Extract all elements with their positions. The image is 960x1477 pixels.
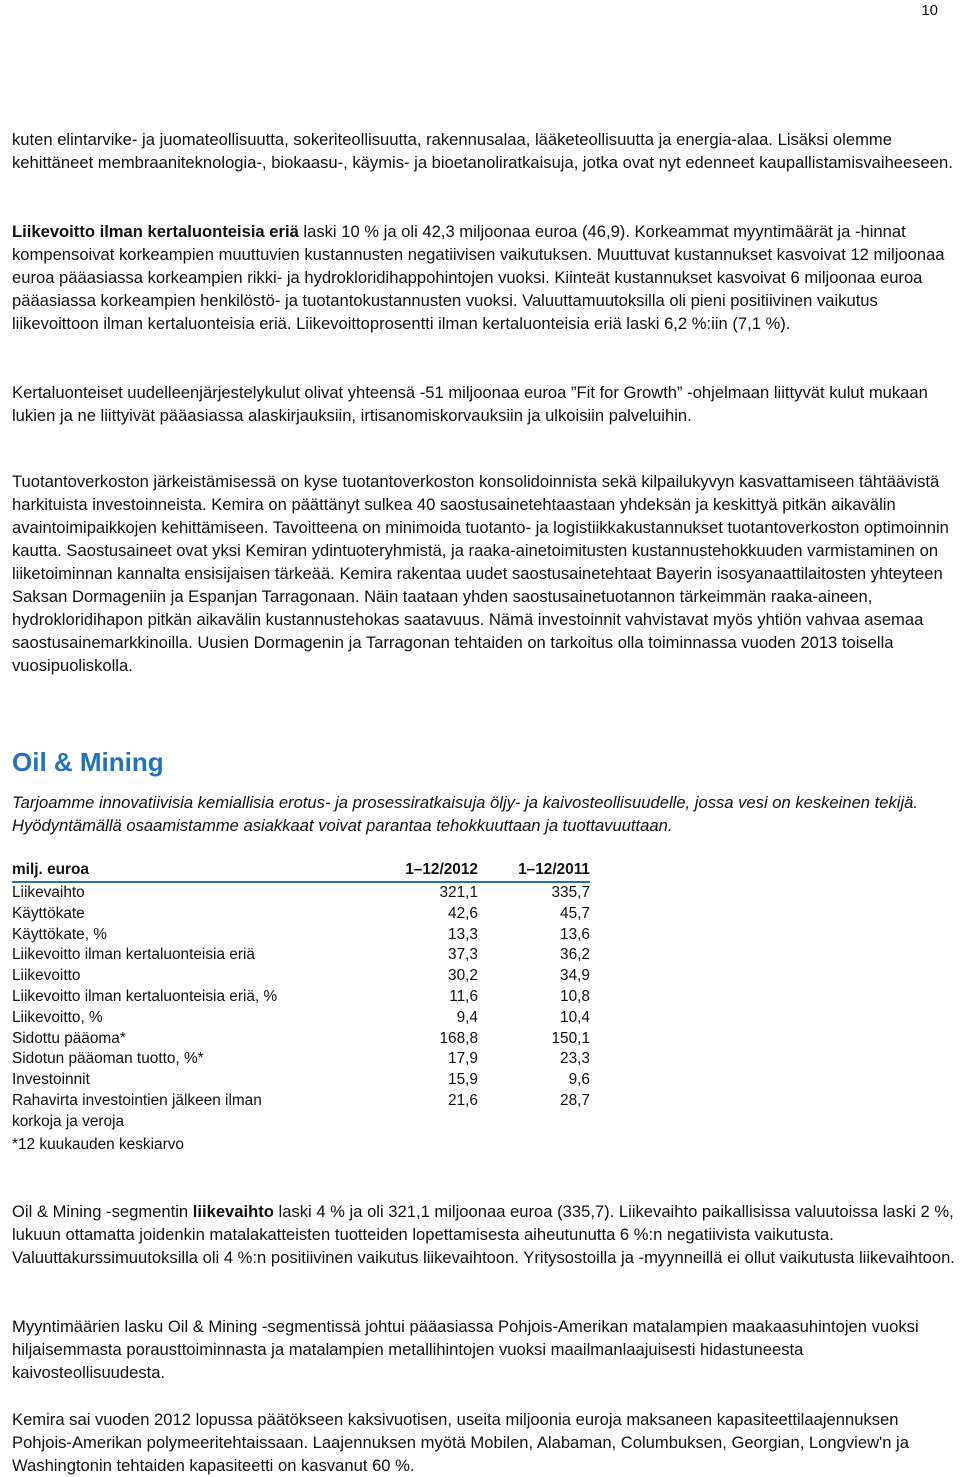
paragraph-2-text: laski 10 % ja oli 42,3 miljoonaa euroa (46,9). Korkeammat myyntimäärät ja -hinnat kompensoivat korkeampien muuttuvien kustannusten negatiivisen vaikutuksen. Muuttuvat kustannukset kasvoivat 12 miljoonaa euroa pääasiassa korkeampien rikki- ja hydrokloridihappohintojen vuoksi. Kiinteät kustannukset kasvoivat 6 miljoonaa euroa pääasiassa korkeampien henkilöstö- ja tuotantokustannusten vuoksi. Valuuttamuutoksilla oli pieni positiivinen vaikutus liikevoittoon ilman kertaluonteisia eriä. Liikevoittoprosentti ilman kertaluonteisia eriä laski 6,2 %:iin (7,1 %). xyxy=(12,222,945,333)
value-2011: 34,9 xyxy=(560,967,590,985)
row-label: Liikevoitto ilman kertaluonteisia eriä, % xyxy=(12,987,278,1005)
body-paragraph-4: Tuotantoverkoston järkeistämisessä on kyse tuotantoverkoston konsolidoinnista sekä kilpailukyvyn kasvattamiseen tähtäävistä harkituista investoinneista. Kemira on päättänyt sulkea 40 saostusainetehtaastaan yhdeksän ja keskittyä pitkän aikavälin avaintoimipaikkojen kehittämiseen. Tavoitteena on minimoida tuotanto- ja logistiikkakustannukset tuotantoverkoston optimoinnin kautta. Saostusaineet ovat yksi Kemiran ydintuoteryhmistä, ja raaka-ainetoimitusten kustannustehokkuuden varmistaminen on liiketoiminnan kannalta ensisijaisen tärkeää. Kemira rakentaa uudet saostusainetehtaat Bayerin isosyanaattilaitosten yhteyteen Saksan Dormageniin ja Espanjan Tarragonaan. Näin taataan yhden saostusainetuotannon tärkeimmän raaka-aineen, hydrokloridihapon pitkän aikavälin kustannustehokas saatavuus. Nämä investoinnit vahvistavat myös yhtiön vahvaa asemaa saostusainemarkkinoilla. Uusien Dormagenin ja Tarragonan tehtaiden on tarkoitus olla toiminnassa vuoden 2013 toisella vuosipuoliskolla. xyxy=(12,472,949,675)
key-figures-table xyxy=(12,860,590,1133)
value-2012: 15,9 xyxy=(448,1071,478,1089)
row-label: Käyttökate, % xyxy=(12,925,107,943)
value-2011: 28,7 xyxy=(560,1091,590,1109)
emphasis-net-sales: liikevaihto xyxy=(192,1202,274,1221)
table-row xyxy=(12,1029,590,1050)
body-paragraph-7: Kemira sai vuoden 2012 lopussa päätökseen kaksivuotisen, useita miljoonia euroja maksaneen kapasiteettilaajennuksen Pohjois-Amerikan polymeeritehtaissaan. Laajennuksen myötä Mobilen, Alabaman, Columbuksen, Georgian, Longview'n ja Washingtonin tehtaiden kapasiteetti on kasvanut 60 %. xyxy=(12,1410,909,1475)
row-label: Liikevaihto xyxy=(12,884,85,901)
value-2012: 9,4 xyxy=(456,1008,478,1026)
value-2011: 36,2 xyxy=(560,946,590,964)
value-2012: 168,8 xyxy=(439,1029,478,1047)
paragraph-5-lead: Oil & Mining -segmentin xyxy=(12,1202,193,1221)
row-label: Investoinnit xyxy=(12,1071,90,1089)
table-header-row xyxy=(12,860,590,882)
emphasis-operating-profit: Liikevoitto ilman kertaluonteisia eriä xyxy=(12,222,299,241)
table-row xyxy=(12,925,590,946)
table-row xyxy=(12,1091,590,1133)
table-row xyxy=(12,1049,590,1070)
body-paragraph-5 xyxy=(12,1200,958,1269)
value-2012: 11,6 xyxy=(449,987,478,1005)
table-header-2012: 1–12/2012 xyxy=(374,860,478,882)
table-row xyxy=(12,945,590,966)
table-row xyxy=(12,1008,590,1029)
value-2011: 23,3 xyxy=(560,1050,590,1068)
value-2011: 45,7 xyxy=(560,904,590,922)
value-2011: 335,7 xyxy=(551,884,590,901)
value-2011: 13,6 xyxy=(560,925,590,943)
value-2012: 42,6 xyxy=(448,904,478,922)
table-footnote: *12 kuukauden keskiarvo xyxy=(12,1136,184,1153)
table-row xyxy=(12,882,590,904)
value-2012: 321,1 xyxy=(439,884,478,901)
table-row xyxy=(12,987,590,1008)
body-paragraph-1: kuten elintarvike- ja juomateollisuutta, sokeriteollisuutta, rakennusalaa, lääketeollisuutta ja energia-alaa. Lisäksi olemme kehittäneet membraaniteknologia-, biokaasu-, käymis- ja bioetanoliratkaisuja, jotka ovat nyt edenneet kaupallistamisvaiheeseen. xyxy=(12,130,953,172)
body-paragraph-3: Kertaluonteiset uudelleenjärjestelykulut olivat yhteensä -51 miljoonaa euroa ”Fit for Growth” -ohjelmaan liittyvät kulut mukaan lukien ja ne liittyivät pääasiassa alaskirjauksiin, irtisanomiskorvauksiin ja ulkoisiin palveluihin. xyxy=(12,383,928,425)
body-paragraph-6: Myyntimäärien lasku Oil & Mining -segmentissä johtui pääasiassa Pohjois-Amerikan matalampien maakaasuhintojen vuoksi hiljaisemmasta porausttoiminnasta ja matalampien metallihintojen vuoksi maailmanlaajuisesti hidastuneesta kaivosteollisuudesta. xyxy=(12,1317,919,1382)
paragraph-5-text: laski 4 % ja oli 321,1 miljoonaa euroa (335,7). Liikevaihto paikallisissa valuutoissa laski 2 %, lukuun ottamatta joidenkin matalakatteisten tuotteiden lopettamisesta aiheutunutta 6 %:n negatiivista vaikutusta. Valuuttakurssimuutoksilla oli 4 %:n positiivinen vaikutus liikevaihtoon. Yritysostoilla ja -myynneillä ei ollut vaikutusta liikevaihtoon. xyxy=(12,1202,955,1267)
value-2012: 17,9 xyxy=(448,1050,478,1068)
row-label: Liikevoitto xyxy=(12,967,81,985)
value-2012: 21,6 xyxy=(448,1091,478,1109)
table-row xyxy=(12,1070,590,1091)
page-number: 10 xyxy=(921,2,938,19)
value-2011: 10,8 xyxy=(560,987,590,1005)
section-heading: Oil & Mining xyxy=(12,747,164,777)
value-2011: 10,4 xyxy=(560,1008,590,1026)
row-label: Sidottu pääoma* xyxy=(12,1029,126,1047)
row-label: Rahavirta investointien jälkeen ilman korkoja ja veroja xyxy=(12,1091,262,1130)
value-2012: 30,2 xyxy=(448,967,478,985)
section-intro: Tarjoamme innovatiivisia kemiallisia erotus- ja prosessiratkaisuja öljy- ja kaivosteollisuudelle, jossa vesi on keskeinen tekijä. Hyödyntämällä osaamistamme asiakkaat voivat parantaa tehokkuuttaan ja tuottavuuttaan. xyxy=(12,793,918,835)
table-header-unit: milj. euroa xyxy=(12,860,374,882)
value-2011: 9,6 xyxy=(568,1071,590,1089)
row-label: Sidotun pääoman tuotto, %* xyxy=(12,1050,204,1068)
row-label: Liikevoitto, % xyxy=(12,1008,103,1026)
table-row xyxy=(12,966,590,987)
row-label: Käyttökate xyxy=(12,904,85,922)
body-paragraph-2 xyxy=(12,220,958,335)
value-2012: 13,3 xyxy=(448,925,478,943)
value-2011: 150,1 xyxy=(551,1029,590,1047)
value-2012: 37,3 xyxy=(448,946,478,964)
table-header-2011: 1–12/2011 xyxy=(478,860,590,882)
row-label: Liikevoitto ilman kertaluonteisia eriä xyxy=(12,946,255,964)
table-row xyxy=(12,904,590,925)
